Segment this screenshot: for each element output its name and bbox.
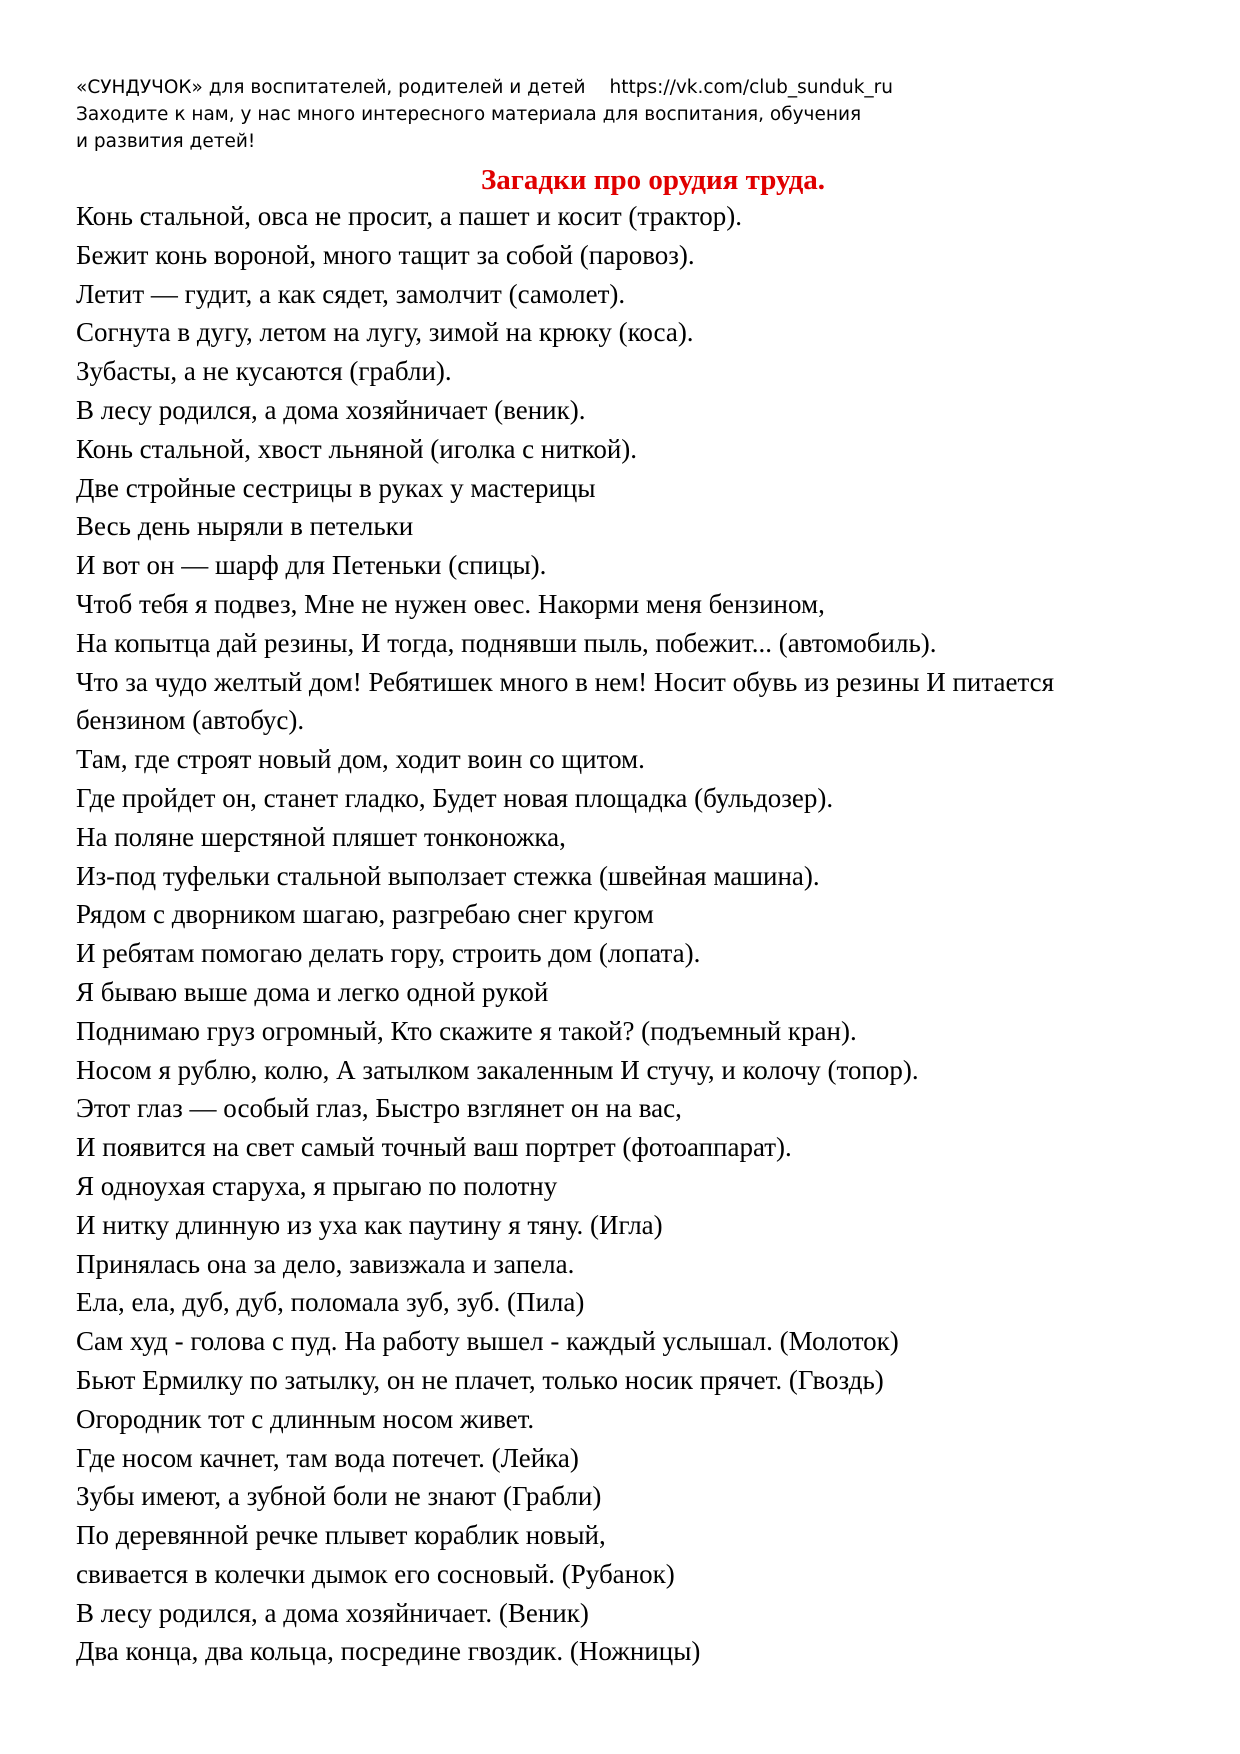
riddle-line: Принялась она за дело, завизжала и запела. <box>76 1248 575 1279</box>
riddle-line: На копытца дай резины, И тогда, поднявши пыль, побежит... (автомобиль). <box>76 627 937 658</box>
riddle-line: Где носом качнет, там вода потечет. (Лейка) <box>76 1442 579 1473</box>
riddle-line: Весь день ныряли в петельки <box>76 511 414 542</box>
riddle-line: По деревянной речке плывет кораблик новый, <box>76 1520 606 1551</box>
riddle-line: Два конца, два кольца, посредине гвоздик. (Ножницы) <box>76 1636 701 1667</box>
riddles-text <box>76 197 1196 1671</box>
brand-text: «СУНДУЧОК» для воспитателей, родителей и детей <box>76 77 586 98</box>
riddle-line: Я бываю выше дома и легко одной рукой <box>76 976 549 1007</box>
riddle-line: Огородник тот с длинным носом живет. <box>76 1403 535 1434</box>
riddle-line: Ела, ела, дуб, дуб, поломала зуб, зуб. (Пила) <box>76 1287 585 1318</box>
riddle-line: Согнута в дугу, летом на лугу, зимой на крюку (коса). <box>76 317 694 348</box>
riddle-line: И появится на свет самый точный ваш портрет (фотоаппарат). <box>76 1132 792 1163</box>
riddle-line: Я одноухая старуха, я прыгаю по полотну <box>76 1170 558 1201</box>
riddle-line: Бьют Ермилку по затылку, он не плачет, только носик прячет. (Гвоздь) <box>76 1364 884 1395</box>
riddle-line: Сам худ - голова с пуд. На работу вышел - каждый услышал. (Молоток) <box>76 1326 899 1357</box>
riddle-line: Зубасты, а не кусаются (грабли). <box>76 356 452 387</box>
riddle-line: И нитку длинную из уха как паутину я тяну. (Игла) <box>76 1209 663 1240</box>
riddle-line: Этот глаз — особый глаз, Быстро взглянет он на вас, <box>76 1093 682 1124</box>
riddle-line: Конь стальной, овса не просит, а пашет и косит (трактор). <box>76 201 742 231</box>
riddle-line: Из-под туфельки стальной выползает стежка (швейная машина). <box>76 860 820 891</box>
page-header <box>76 74 1076 155</box>
riddle-line: Там, где строят новый дом, ходит воин со щитом. <box>76 744 645 775</box>
riddle-line: Зубы имеют, а зубной боли не знают (Грабли) <box>76 1481 602 1512</box>
riddle-line: Поднимаю груз огромный, Кто скажите я такой? (подъемный кран). <box>76 1015 857 1046</box>
riddle-line: Чтоб тебя я подвез, Мне не нужен овес. Накорми меня бензином, <box>76 588 825 619</box>
riddle-line: Две стройные сестрицы в руках у мастерицы <box>76 472 596 503</box>
riddle-line: Конь стальной, хвост льняной (иголка с ниткой). <box>76 433 638 464</box>
vk-link[interactable]: https://vk.com/club_sunduk_ru <box>609 77 894 98</box>
riddle-line: И вот он — шарф для Петеньки (спицы). <box>76 550 547 581</box>
riddle-line: бензином (автобус). <box>76 705 305 736</box>
riddle-line: Бежит конь вороной, много тащит за собой (паровоз). <box>76 239 695 270</box>
riddle-line: Летит — гудит, а как сядет, замолчит (самолет). <box>76 278 626 309</box>
header-line-2: Заходите к нам, у нас много интересного материала для воспитания, обучения <box>76 104 862 125</box>
riddle-line: Носом я рублю, колю, А затылком закаленным И стучу, и колочу (топор). <box>76 1054 919 1085</box>
riddle-line: В лесу родился, а дома хозяйничает. (Веник) <box>76 1597 589 1628</box>
riddle-line: свивается в колечки дымок его сосновый. (Рубанок) <box>76 1558 675 1589</box>
riddle-line: Что за чудо желтый дом! Ребятишек много в нем! Носит обувь из резины И питается <box>76 666 1054 697</box>
riddle-line: В лесу родился, а дома хозяйничает (веник). <box>76 394 586 425</box>
page-title: Загадки про орудия труда. <box>480 164 826 196</box>
header-line-1 <box>76 74 1076 101</box>
header-line-3: и развития детей! <box>76 131 256 152</box>
riddle-line: На поляне шерстяной пляшет тонконожка, <box>76 821 566 852</box>
riddle-line: И ребятам помогаю делать гору, строить дом (лопата). <box>76 938 701 969</box>
riddle-line: Рядом с дворником шагаю, разгребаю снег кругом <box>76 899 654 930</box>
riddle-line: Где пройдет он, станет гладко, Будет новая площадка (бульдозер). <box>76 782 834 813</box>
